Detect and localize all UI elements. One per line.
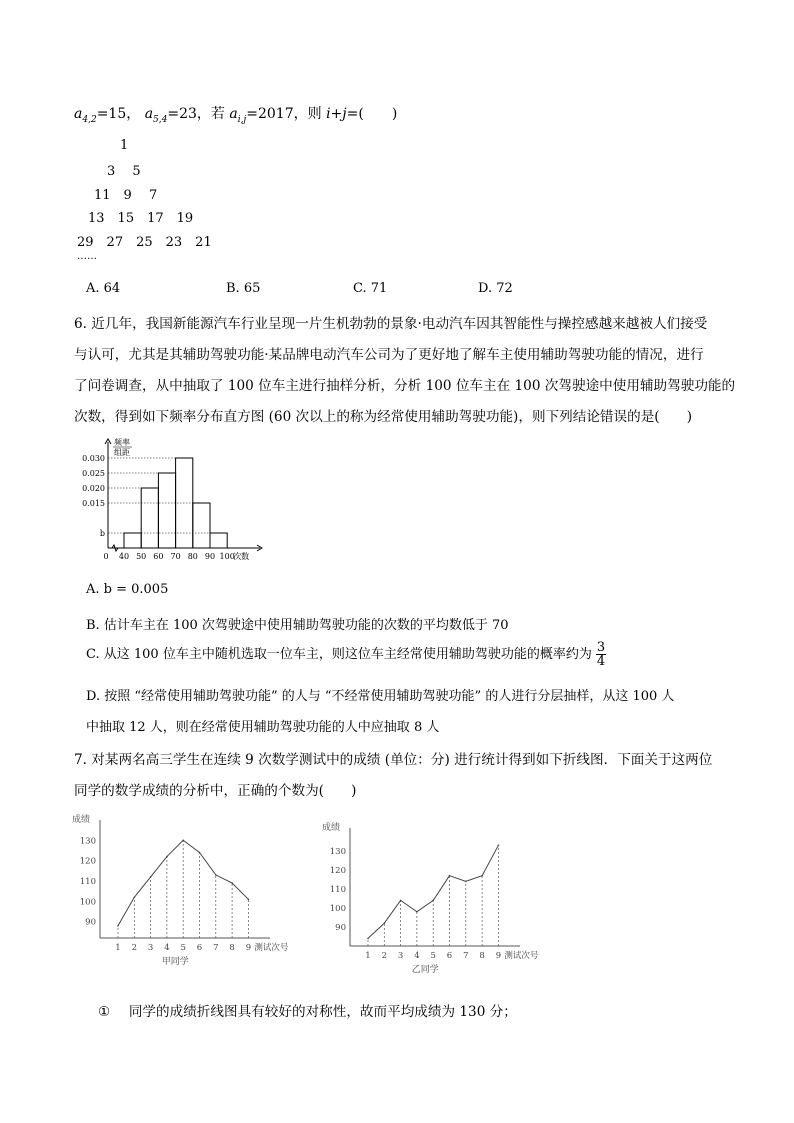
- histogram-x-tick-label: 70: [170, 552, 181, 561]
- histogram-x-tick-label: 90: [204, 552, 216, 561]
- q5-option-a[interactable]: A. 64: [86, 281, 121, 296]
- q5-a54: $a_{5,4}$: [144, 106, 168, 125]
- jia-chart-y-tick-label: 100: [79, 897, 96, 908]
- yi-chart-point: [432, 900, 434, 902]
- q6-option-c[interactable]: [86, 641, 606, 668]
- histogram-y-tick-label: 0.025: [82, 469, 105, 478]
- histogram-x-tick-label: 40: [118, 552, 130, 561]
- jia-chart-y-tick-label: 130: [79, 836, 96, 847]
- q6-stem-line-3: 了问卷调查，从中抽取了 100 位车主进行抽样分析，分析 100 位车主在 100 次驾驶途中使用辅助驾驶功能的: [74, 378, 736, 394]
- yi-chart-y-tick-label: 100: [329, 904, 346, 914]
- jia-chart-x-tick-label: 9: [245, 943, 252, 953]
- q5-option-c[interactable]: C. 71: [353, 281, 388, 296]
- q6-stem-line-1: 6. 近几年，我国新能源汽车行业呈现一片生机勃勃的景象·电动汽车因其智能性与操控感越来越被人们接受: [74, 316, 708, 332]
- histogram-bar: [158, 473, 175, 548]
- q5-paren: =( ): [346, 106, 398, 122]
- jia-chart-point: [182, 839, 184, 841]
- yi-chart-point: [416, 911, 418, 913]
- histogram-x-tick-label: 60: [153, 552, 164, 561]
- yi-chart-y-tick-label: 130: [329, 847, 346, 857]
- histogram-bar: [193, 503, 210, 548]
- q5-triangle-row-3: 11 9 7: [94, 188, 158, 203]
- yi-chart-x-tick-label: 5: [430, 951, 436, 961]
- q5-option-d[interactable]: D. 72: [478, 281, 513, 296]
- q6-stem-line-2: 与认可，尤其是其辅助驾驶功能·某品牌电动汽车公司为了更好地了解车主使用辅助驾驶功能的情况，进行: [74, 347, 704, 363]
- q6-option-c-fraction: $\frac{3}{4}$: [596, 640, 606, 669]
- q5-option-b[interactable]: B. 65: [226, 281, 261, 296]
- yi-chart-x-tick-label: 4: [414, 951, 420, 961]
- frequency-histogram: [80, 436, 270, 566]
- yi-chart-x-tick-label: 2: [381, 951, 388, 961]
- q5-eq2: =23，若: [167, 106, 225, 122]
- q5-stem: [74, 103, 397, 125]
- histogram-x-tick-label: 0: [103, 552, 109, 561]
- jia-chart-point: [248, 899, 250, 901]
- histogram-xlabel: 次数: [233, 552, 250, 561]
- q6-option-d-line-1[interactable]: D. 按照 “经常使用辅助驾驶功能” 的人与 “不经常使用辅助驾驶功能” 的人进行分层抽样，从这 100 人: [86, 689, 675, 704]
- jia-chart-x-tick-label: 7: [213, 943, 219, 953]
- q6-stem-line-4: 次数，得到如下频率分布直方图 (60 次以上的称为经常使用辅助驾驶功能)，则下列结论错误的是( ): [74, 409, 693, 425]
- yi-chart-x-tick-label: 9: [495, 951, 502, 961]
- yi-chart-point: [384, 922, 386, 924]
- yi-chart-ylabel: 成绩: [322, 823, 341, 833]
- yi-chart-x-tick-label: 7: [463, 951, 469, 961]
- jia-chart-x-tick-label: 8: [229, 943, 235, 953]
- jia-chart-point: [117, 925, 119, 927]
- yi-chart-x-tick-label: 1: [365, 951, 371, 961]
- q5-triangle-row-2: 3 5: [107, 164, 141, 179]
- q7-statement-1-text: 同学的成绩折线图具有较好的对称性，故而平均成绩为 130 分；: [128, 1004, 517, 1020]
- histogram-x-tick-label: 80: [187, 552, 198, 561]
- jia-chart-x-tick-label: 6: [196, 943, 203, 953]
- histogram-y-tick-label: 0.020: [82, 484, 105, 493]
- q7-statement-1: [98, 1000, 517, 1020]
- yi-chart-x-tick-label: 3: [397, 951, 404, 961]
- q6-option-b[interactable]: B. 估计车主在 100 次驾驶途中使用辅助驾驶功能的次数的平均数低于 70: [86, 618, 509, 633]
- q5-eq1: =15，: [96, 106, 141, 122]
- jia-chart-point: [231, 882, 233, 884]
- yi-chart-point: [449, 875, 451, 877]
- line-chart-jia: [70, 810, 310, 970]
- q5-triangle-row-1: 1: [120, 138, 129, 153]
- jia-chart-point: [134, 896, 136, 898]
- histogram-x-tick-label: 50: [136, 552, 147, 561]
- q6-option-a[interactable]: A. b = 0.005: [86, 582, 169, 597]
- yi-chart-point: [481, 875, 483, 877]
- jia-chart-ylabel: 成绩: [72, 815, 91, 825]
- q5-aij: $a_{i,j}$: [229, 106, 247, 125]
- jia-chart-point: [215, 874, 217, 876]
- yi-chart-title: 乙同学: [411, 965, 439, 975]
- yi-chart-y-tick-label: 90: [335, 923, 346, 933]
- jia-chart-y-tick-label: 120: [79, 856, 96, 867]
- jia-chart-x-tick-label: 1: [115, 943, 121, 953]
- q6-option-d-line-2: 中抽取 12 人，则在经常使用辅助驾驶功能的人中应抽取 8 人: [86, 720, 440, 735]
- q6-option-c-text: C. 从这 100 位车主中随机选取一位车主，则这位车主经常使用辅助驾驶功能的概率约为: [86, 647, 592, 662]
- jia-chart-point: [199, 852, 201, 854]
- histogram-bar: [141, 488, 158, 548]
- histogram-ylabel-bottom: 组距: [114, 448, 130, 457]
- yi-chart-point: [498, 845, 500, 847]
- q5-i-plus-j: i+j: [326, 106, 347, 122]
- jia-chart-x-tick-label: 3: [147, 943, 154, 953]
- histogram-x-tick-label: 100: [219, 552, 235, 561]
- line-chart-yi: [320, 818, 560, 978]
- q7-stem-line-2: 同学的数学成绩的分析中，正确的个数为( ): [74, 783, 357, 799]
- histogram-y-tick-label: 0.030: [82, 454, 105, 463]
- yi-chart-point: [367, 938, 369, 940]
- histogram-bar: [124, 533, 141, 548]
- jia-chart-xlabel: 测试次号: [254, 943, 289, 953]
- q7-statement-1-marker: ①: [98, 1004, 111, 1020]
- q5-eq3: =2017，则: [246, 106, 322, 122]
- histogram-ylabel-top: 频率: [114, 438, 130, 447]
- jia-chart-x-tick-label: 5: [180, 943, 186, 953]
- q5-triangle-ellipsis: ……: [77, 251, 97, 262]
- yi-chart-x-tick-label: 8: [479, 951, 485, 961]
- histogram-y-tick-label: 0.015: [82, 499, 105, 508]
- histogram-bar: [210, 533, 227, 548]
- jia-chart-y-tick-label: 90: [85, 917, 96, 928]
- jia-chart-point: [150, 876, 152, 878]
- jia-chart-y-tick-label: 110: [79, 877, 96, 887]
- jia-chart-title: 甲同学: [161, 957, 189, 967]
- jia-chart-x-tick-label: 2: [131, 943, 138, 953]
- yi-chart-y-tick-label: 110: [329, 885, 346, 895]
- q5-a42: $a_{4,2}$: [74, 106, 97, 125]
- yi-chart-xlabel: 测试次号: [504, 951, 539, 961]
- q5-triangle-row-5: 29 27 25 23 21: [77, 235, 212, 250]
- yi-chart-y-tick-label: 120: [329, 866, 346, 876]
- q5-triangle-row-4: 13 15 17 19: [88, 211, 194, 226]
- yi-chart-point: [465, 881, 467, 883]
- jia-chart-x-tick-label: 4: [164, 943, 170, 953]
- yi-chart-x-tick-label: 6: [446, 951, 453, 961]
- jia-chart-point: [166, 856, 168, 858]
- q7-stem-line-1: 7. 对某两名高三学生在连续 9 次数学测试中的成绩 (单位：分) 进行统计得到如下折线图．下面关于这两位: [74, 752, 713, 768]
- yi-chart-point: [400, 900, 402, 902]
- histogram-y-tick-label: b: [99, 529, 105, 538]
